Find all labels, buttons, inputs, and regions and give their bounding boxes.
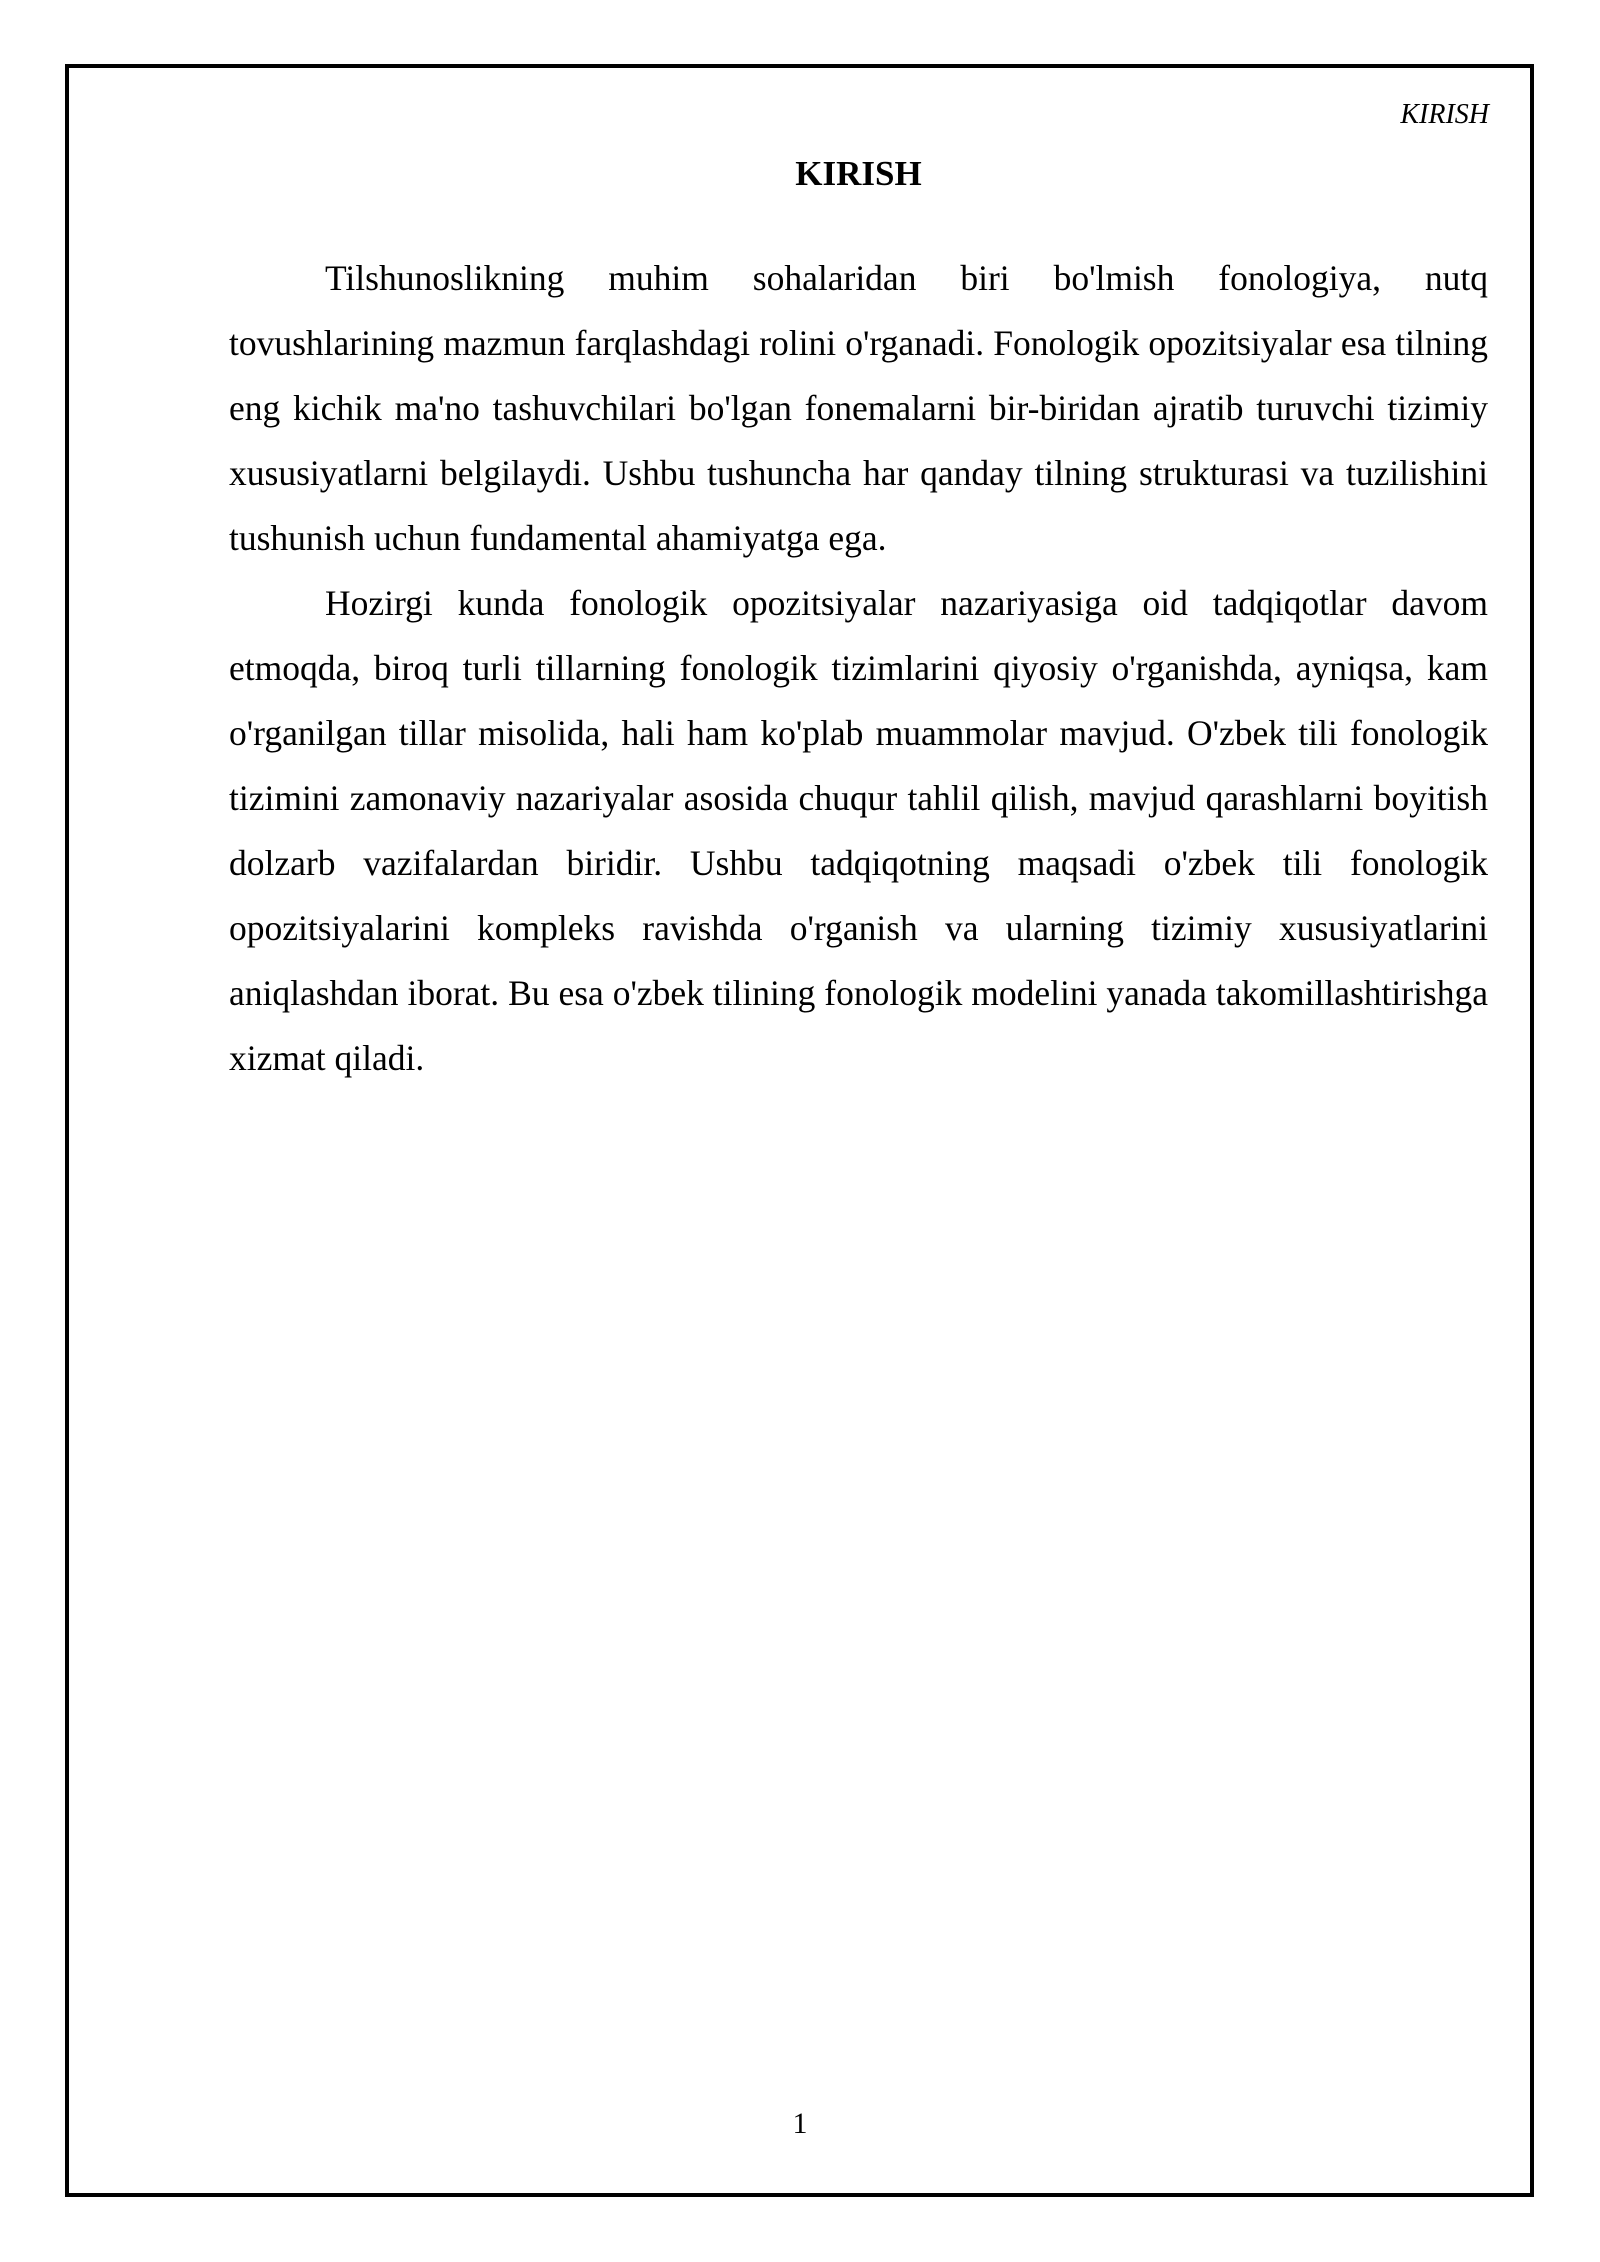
page-number: 1 xyxy=(792,2107,808,2140)
page-title: KIRISH xyxy=(795,154,922,193)
body-text xyxy=(229,246,1488,1091)
paragraph-1: Tilshunoslikning muhim sohalaridan biri bo'lmish fonologiya, nutq tovushlarining mazmun farqlashdagi rolini o'rganadi. Fonologik opozitsiyalar esa tilning eng kichik ma'no tashuvchilari bo'lgan fonemalarni bir-biridan ajratib turuvchi tizimiy xususiyatlarni belgilaydi. Ushbu tushuncha har qanday tilning strukturasi va tuzilishini tushunish uchun fundamental ahamiyatga ega. xyxy=(229,258,1488,558)
running-header: KIRISH xyxy=(1400,99,1489,130)
paragraph-2: Hozirgi kunda fonologik opozitsiyalar nazariyasiga oid tadqiqotlar davom etmoqda, biroq turli tillarning fonologik tizimlarini qiyosiy o'rganishda, ayniqsa, kam o'rganilgan tillar misolida, hali ham ko'plab muammolar mavjud. O'zbek tili fonologik tizimini zamonaviy nazariyalar asosida chuqur tahlil qilish, mavjud qarashlarni boyitish dolzarb vazifalardan biridir. Ushbu tadqiqotning maqsadi o'zbek tili fonologik opozitsiyalarini kompleks ravishda o'rganish va ularning tizimiy xususiyatlarini aniqlashdan iborat. Bu esa o'zbek tilining fonologik modelini yanada takomillashtirishga xizmat qiladi. xyxy=(229,583,1488,1078)
